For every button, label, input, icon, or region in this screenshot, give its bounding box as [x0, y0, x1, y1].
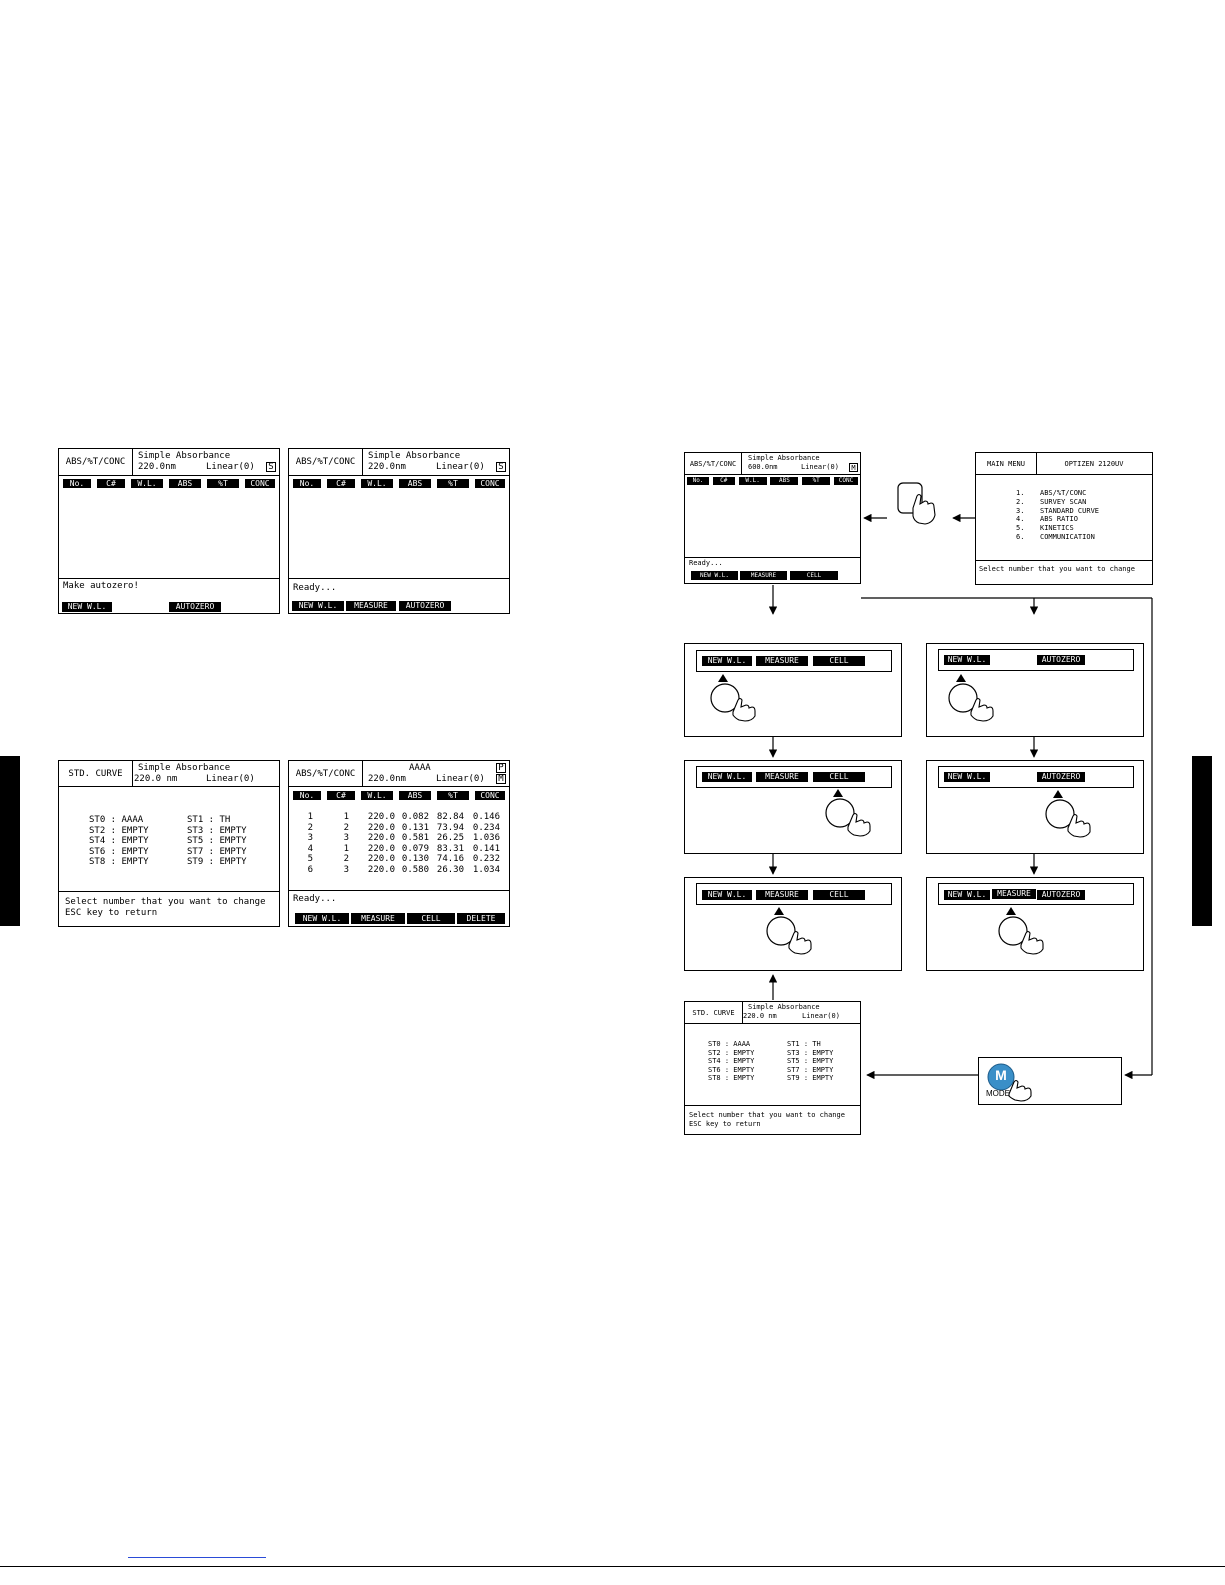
col-conc: CONC	[245, 479, 275, 488]
standards-row	[708, 1074, 833, 1083]
measure-button[interactable]: MEASURE	[756, 656, 808, 666]
table-row[interactable]: 5 2 220.0 0.130 74.16 0.232	[307, 854, 500, 864]
status-indicator: S	[266, 462, 276, 472]
device-name: OPTIZEN 2120UV	[1064, 459, 1124, 468]
header-fit: Linear(0)	[206, 462, 255, 472]
col-no: No.	[63, 479, 91, 488]
finger-press-icon	[993, 905, 1053, 955]
standards-row	[708, 1066, 833, 1075]
footer-line-1: Select number that you want to change	[689, 1111, 845, 1119]
table-row[interactable]: 2 2 220.0 0.131 73.94 0.234	[307, 822, 500, 833]
button-bar	[696, 650, 892, 672]
header-fit: Linear(0)	[436, 774, 485, 784]
col-transmittance: %T	[437, 479, 469, 488]
header-title: Simple Absorbance	[138, 451, 231, 461]
menu-item-kinetics[interactable]: 5. KINETICS	[1016, 524, 1074, 533]
status-message: Make autozero!	[63, 581, 139, 591]
standards-row	[708, 1057, 833, 1066]
header-title: AAAA	[409, 763, 431, 773]
button-bar	[696, 883, 892, 905]
col-transmittance: %T	[802, 477, 830, 485]
header-fit: Linear(0)	[801, 463, 839, 471]
standards-row	[708, 1040, 833, 1049]
col-wl: W.L.	[131, 479, 163, 488]
col-wl: W.L.	[739, 477, 767, 485]
header-wavelength: 220.0 nm	[743, 1012, 777, 1020]
measure-button[interactable]: MEASURE	[756, 890, 808, 900]
col-cell: C#	[327, 479, 355, 488]
header-fit: Linear(0)	[206, 774, 255, 784]
measure-button[interactable]: MEASURE	[740, 571, 787, 580]
col-cell: C#	[327, 791, 355, 800]
col-wl: W.L.	[361, 791, 393, 800]
table-row[interactable]: 6 3 220.0 0.580 26.30 1.034	[307, 864, 500, 875]
standard-item[interactable]: ST7 : EMPTY	[187, 846, 247, 857]
table-row[interactable]: 3 3 220.0 0.581 26.25 1.036	[307, 833, 500, 843]
header-title: Simple Absorbance	[748, 454, 820, 462]
col-abs: ABS	[399, 479, 431, 488]
header-wavelength: 220.0nm	[368, 462, 406, 472]
mode-key-box	[978, 1057, 1122, 1105]
measure-button[interactable]: MEASURE	[992, 889, 1036, 899]
flow-step-right-2	[926, 760, 1144, 854]
autozero-button[interactable]: AUTOZERO	[1037, 772, 1085, 782]
menu-item-standard-curve[interactable]: 3. STANDARD CURVE	[1016, 506, 1100, 515]
mode-label: ABS/%T/CONC	[685, 453, 742, 475]
status-indicator-p: P	[496, 763, 506, 773]
footer-line-1: Select number that you want to change	[65, 897, 266, 907]
header-wavelength: 220.0nm	[138, 462, 176, 472]
message-separator	[685, 1105, 860, 1106]
new-wl-button[interactable]: NEW W.L.	[944, 890, 990, 900]
standard-item[interactable]: ST6 : EMPTY	[89, 846, 149, 857]
status-indicator-m: M	[496, 774, 506, 784]
autozero-button[interactable]: AUTOZERO	[1037, 890, 1085, 900]
header-wavelength: 220.0 nm	[134, 774, 178, 784]
measure-button[interactable]: MEASURE	[346, 601, 396, 611]
flow-std-curve-screen	[684, 1001, 861, 1135]
mode-key-label: MODE	[986, 1089, 1010, 1098]
mode-label: ABS/%T/CONC	[289, 761, 363, 787]
menu-item-communication[interactable]: 6. COMMUNICATION	[1016, 532, 1095, 541]
status-message: Ready...	[293, 894, 337, 904]
standard-item[interactable]: ST4 : EMPTY	[708, 1057, 755, 1065]
footer-line: Select number that you want to change	[979, 565, 1135, 573]
standard-item[interactable]: ST5 : EMPTY	[787, 1057, 834, 1065]
mode-label: STD. CURVE	[685, 1002, 743, 1024]
finger-press-icon	[820, 787, 880, 837]
standard-item[interactable]: ST8 : EMPTY	[708, 1074, 755, 1082]
cell-button[interactable]: CELL	[407, 913, 455, 924]
cell-button[interactable]: CELL	[813, 772, 865, 782]
header-wavelength: 600.0nm	[748, 463, 778, 471]
status-message: Ready...	[689, 559, 723, 567]
flow-step-right-1	[926, 643, 1144, 737]
col-no: No.	[687, 477, 709, 485]
standards-row	[708, 1049, 833, 1058]
standard-item[interactable]: ST8 : EMPTY	[89, 857, 149, 867]
mode-label: ABS/%T/CONC	[289, 449, 363, 476]
new-wl-button[interactable]: NEW W.L.	[944, 655, 990, 665]
col-no: No.	[293, 791, 321, 800]
new-wl-button[interactable]: NEW W.L.	[702, 890, 752, 900]
button-bar	[696, 766, 892, 788]
standards-list	[708, 1040, 833, 1083]
flow-step-left-1	[684, 643, 902, 737]
standard-item[interactable]: ST9 : EMPTY	[187, 857, 247, 867]
table-row[interactable]: 1 1 220.0 0.082 82.84 0.146	[307, 812, 500, 822]
flow-step-right-3	[926, 877, 1144, 971]
mode-key-letter: M	[995, 1067, 1007, 1083]
button-bar	[938, 883, 1134, 905]
cell-button[interactable]: CELL	[813, 656, 865, 666]
status-message: Ready...	[293, 583, 337, 593]
standard-item[interactable]: ST6 : EMPTY	[708, 1065, 755, 1074]
new-wl-button[interactable]: NEW W.L.	[944, 772, 990, 782]
standard-item[interactable]: ST9 : EMPTY	[787, 1074, 834, 1082]
standard-item[interactable]: ST1 : TH	[787, 1040, 821, 1048]
header-title: Simple Absorbance	[368, 451, 461, 461]
footer-line-2: ESC key to return	[689, 1120, 761, 1128]
col-conc: CONC	[475, 791, 505, 800]
new-wl-button[interactable]: NEW W.L.	[702, 772, 752, 782]
col-transmittance: %T	[207, 479, 239, 488]
mode-label: ABS/%T/CONC	[59, 449, 133, 476]
col-cell: C#	[713, 477, 735, 485]
menu-item-survey-scan[interactable]: 2. SURVEY SCAN	[1016, 497, 1087, 506]
standard-item[interactable]: ST4 : EMPTY	[89, 836, 149, 846]
new-wl-button[interactable]: NEW W.L.	[691, 571, 738, 580]
cell-button[interactable]: CELL	[813, 890, 865, 900]
table-row[interactable]: 4 1 220.0 0.079 83.31 0.141	[307, 843, 500, 854]
finger-press-icon	[761, 905, 821, 955]
col-conc: CONC	[475, 479, 505, 488]
cell-button[interactable]: CELL	[790, 571, 838, 580]
new-wl-button[interactable]: NEW W.L.	[702, 656, 752, 666]
status-indicator: S	[496, 462, 506, 472]
col-abs: ABS	[399, 791, 431, 800]
main-menu-label: MAIN MENU	[976, 453, 1037, 475]
finger-press-icon	[1040, 788, 1100, 838]
menu-item-abs-ratio[interactable]: 4. ABS RATIO	[1016, 515, 1078, 524]
header-info	[742, 1002, 860, 1024]
new-wl-button[interactable]: NEW W.L.	[62, 602, 112, 612]
new-wl-button[interactable]: NEW W.L.	[292, 601, 344, 611]
col-abs: ABS	[770, 477, 798, 485]
col-cell: C#	[97, 479, 125, 488]
measure-button[interactable]: MEASURE	[351, 913, 405, 924]
header-title: Simple Absorbance	[748, 1003, 820, 1011]
header-title: Simple Absorbance	[138, 763, 231, 773]
col-abs: ABS	[169, 479, 201, 488]
standard-item[interactable]: ST1 : TH	[187, 815, 231, 825]
mode-label: STD. CURVE	[59, 761, 133, 787]
status-indicator: M	[849, 463, 858, 472]
standard-item[interactable]: ST2 : EMPTY	[708, 1048, 755, 1057]
standard-item[interactable]: ST0 : AAAA	[89, 815, 144, 825]
finger-press-icon	[943, 672, 1003, 722]
standard-item[interactable]: ST0 : AAAA	[708, 1040, 751, 1048]
flow-step-left-2	[684, 760, 902, 854]
new-wl-button[interactable]: NEW W.L.	[295, 913, 349, 924]
autozero-button[interactable]: AUTOZERO	[1037, 655, 1085, 665]
finger-press-icon	[705, 672, 765, 722]
button-bar	[938, 766, 1134, 788]
footer-line-2: ESC key to return	[65, 908, 158, 918]
standard-item[interactable]: ST5 : EMPTY	[187, 836, 247, 846]
standard-item[interactable]: ST3 : EMPTY	[187, 825, 247, 836]
header-fit: Linear(0)	[436, 462, 485, 472]
button-bar	[938, 649, 1134, 671]
standard-item[interactable]: ST3 : EMPTY	[787, 1048, 834, 1057]
standard-item[interactable]: ST7 : EMPTY	[787, 1065, 834, 1074]
col-wl: W.L.	[361, 479, 393, 488]
header-wavelength: 220.0nm	[368, 774, 406, 784]
header-fit: Linear(0)	[802, 1012, 840, 1020]
col-conc: CONC	[834, 477, 858, 485]
standard-item[interactable]: ST2 : EMPTY	[89, 825, 149, 836]
autozero-button[interactable]: AUTOZERO	[169, 602, 221, 612]
col-transmittance: %T	[437, 791, 469, 800]
flow-step-left-3	[684, 877, 902, 971]
measure-button[interactable]: MEASURE	[756, 772, 808, 782]
delete-button[interactable]: DELETE	[457, 913, 505, 924]
autozero-button[interactable]: AUTOZERO	[399, 601, 451, 611]
col-no: No.	[293, 479, 321, 488]
menu-item-abs[interactable]: 1. ABS/%T/CONC	[1016, 489, 1087, 497]
